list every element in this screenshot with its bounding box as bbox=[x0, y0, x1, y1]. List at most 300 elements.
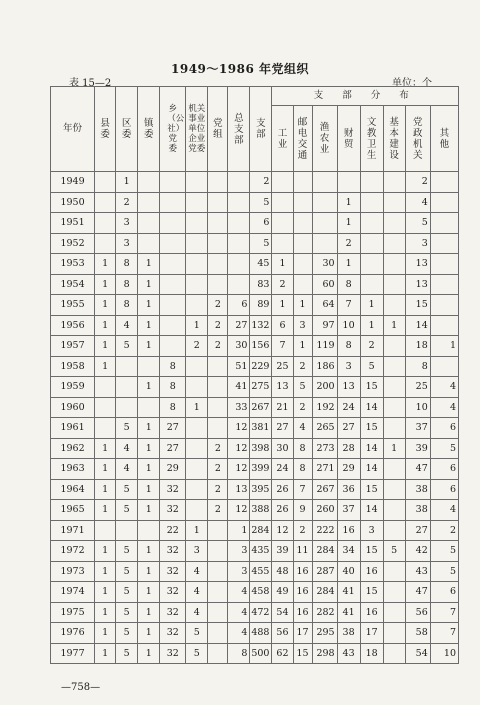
table-cell bbox=[312, 233, 337, 254]
table-cell: 5 bbox=[116, 418, 138, 439]
table-cell: 282 bbox=[312, 602, 337, 623]
table-cell: 455 bbox=[250, 561, 272, 582]
table-cell: 4 bbox=[430, 377, 458, 398]
table-cell bbox=[138, 520, 160, 541]
table-cell: 27 bbox=[405, 520, 430, 541]
year-cell: 1977 bbox=[51, 643, 95, 664]
table-cell bbox=[95, 377, 116, 398]
table-cell: 13 bbox=[228, 479, 250, 500]
table-cell: 1 bbox=[337, 192, 360, 213]
header-year: 年份 bbox=[51, 87, 95, 172]
table-cell: 15 bbox=[360, 377, 383, 398]
table-cell: 41 bbox=[228, 377, 250, 398]
table-cell bbox=[272, 172, 293, 193]
table-cell: 1 bbox=[138, 315, 160, 336]
table-cell: 2 bbox=[272, 274, 293, 295]
table-cell: 388 bbox=[250, 500, 272, 521]
table-cell: 7 bbox=[337, 295, 360, 316]
table-cell: 5 bbox=[293, 377, 312, 398]
table-cell: 119 bbox=[312, 336, 337, 357]
table-cell bbox=[208, 623, 228, 644]
table-cell: 6 bbox=[430, 459, 458, 480]
table-cell: 32 bbox=[160, 479, 186, 500]
table-cell: 58 bbox=[405, 623, 430, 644]
year-cell: 1959 bbox=[51, 377, 95, 398]
table-cell: 2 bbox=[293, 520, 312, 541]
table-cell: 395 bbox=[250, 479, 272, 500]
table-cell: 13 bbox=[405, 274, 430, 295]
table-cell: 1 bbox=[138, 418, 160, 439]
table-cell: 4 bbox=[186, 582, 208, 603]
year-cell: 1958 bbox=[51, 356, 95, 377]
table-cell: 4 bbox=[228, 623, 250, 644]
table-cell: 1 bbox=[95, 561, 116, 582]
table-cell: 40 bbox=[337, 561, 360, 582]
table-cell: 15 bbox=[360, 418, 383, 439]
table-cell: 2 bbox=[208, 336, 228, 357]
table-cell: 3 bbox=[116, 233, 138, 254]
table-cell: 7 bbox=[430, 602, 458, 623]
table-cell bbox=[312, 192, 337, 213]
table-cell bbox=[186, 192, 208, 213]
table-cell bbox=[430, 295, 458, 316]
table-cell: 12 bbox=[228, 418, 250, 439]
table-cell: 3 bbox=[360, 520, 383, 541]
table-cell: 4 bbox=[116, 315, 138, 336]
year-cell: 1975 bbox=[51, 602, 95, 623]
table-row bbox=[51, 254, 459, 275]
page-title: 1949～1986 年党组织 bbox=[171, 62, 309, 76]
table-cell: 265 bbox=[312, 418, 337, 439]
table-cell bbox=[383, 479, 405, 500]
table-cell: 27 bbox=[228, 315, 250, 336]
table-cell bbox=[116, 377, 138, 398]
table-cell: 1 bbox=[95, 602, 116, 623]
table-cell bbox=[186, 254, 208, 275]
table-cell: 30 bbox=[272, 438, 293, 459]
header-industry: 工业 bbox=[272, 106, 293, 172]
table-cell bbox=[138, 233, 160, 254]
year-cell: 1952 bbox=[51, 233, 95, 254]
header-government: 党政机关 bbox=[405, 106, 430, 172]
year-cell: 1976 bbox=[51, 623, 95, 644]
table-cell bbox=[293, 192, 312, 213]
table-row bbox=[51, 213, 459, 234]
year-cell: 1971 bbox=[51, 520, 95, 541]
table-cell: 2 bbox=[250, 172, 272, 193]
table-cell: 8 bbox=[405, 356, 430, 377]
table-cell bbox=[160, 172, 186, 193]
table-cell bbox=[228, 233, 250, 254]
table-cell: 24 bbox=[337, 397, 360, 418]
table-cell bbox=[228, 274, 250, 295]
table-cell bbox=[160, 233, 186, 254]
table-cell: 273 bbox=[312, 438, 337, 459]
table-cell bbox=[160, 254, 186, 275]
table-row bbox=[51, 623, 459, 644]
header-branch: 支部 bbox=[250, 87, 272, 172]
table-cell: 1 bbox=[337, 213, 360, 234]
table-cell bbox=[430, 172, 458, 193]
table-cell: 2 bbox=[208, 479, 228, 500]
year-cell: 1973 bbox=[51, 561, 95, 582]
table-cell: 5 bbox=[116, 582, 138, 603]
table-cell: 381 bbox=[250, 418, 272, 439]
table-cell: 5 bbox=[430, 541, 458, 562]
table-cell: 399 bbox=[250, 459, 272, 480]
table-cell bbox=[186, 233, 208, 254]
table-cell: 41 bbox=[337, 602, 360, 623]
table-cell bbox=[383, 377, 405, 398]
table-row bbox=[51, 602, 459, 623]
table-cell bbox=[160, 315, 186, 336]
table-cell bbox=[383, 418, 405, 439]
table-cell: 10 bbox=[405, 397, 430, 418]
table-cell bbox=[383, 623, 405, 644]
table-cell: 13 bbox=[337, 377, 360, 398]
table-cell bbox=[138, 356, 160, 377]
table-cell: 27 bbox=[337, 418, 360, 439]
table-cell: 41 bbox=[337, 582, 360, 603]
table-row bbox=[51, 479, 459, 500]
table-cell: 64 bbox=[312, 295, 337, 316]
table-cell: 27 bbox=[160, 418, 186, 439]
table-cell: 2 bbox=[208, 315, 228, 336]
table-cell: 275 bbox=[250, 377, 272, 398]
table-cell: 4 bbox=[228, 582, 250, 603]
table-cell: 89 bbox=[250, 295, 272, 316]
year-cell: 1954 bbox=[51, 274, 95, 295]
table-cell bbox=[383, 459, 405, 480]
table-cell: 1 bbox=[138, 500, 160, 521]
table-cell bbox=[186, 479, 208, 500]
table-cell: 5 bbox=[116, 561, 138, 582]
table-cell: 2 bbox=[293, 356, 312, 377]
year-cell: 1956 bbox=[51, 315, 95, 336]
table-cell: 14 bbox=[360, 459, 383, 480]
table-cell: 45 bbox=[250, 254, 272, 275]
table-row bbox=[51, 295, 459, 316]
table-cell: 27 bbox=[272, 418, 293, 439]
table-cell: 1 bbox=[138, 541, 160, 562]
table-cell: 1 bbox=[138, 336, 160, 357]
table-cell: 8 bbox=[116, 274, 138, 295]
table-cell bbox=[337, 172, 360, 193]
table-cell: 1 bbox=[95, 254, 116, 275]
table-cell bbox=[116, 356, 138, 377]
table-cell bbox=[208, 274, 228, 295]
table-cell: 10 bbox=[430, 643, 458, 664]
table-cell: 1 bbox=[293, 295, 312, 316]
table-cell: 3 bbox=[337, 356, 360, 377]
table-cell bbox=[228, 213, 250, 234]
table-cell: 1 bbox=[138, 459, 160, 480]
table-cell: 6 bbox=[430, 582, 458, 603]
table-cell: 1 bbox=[138, 582, 160, 603]
table-cell: 8 bbox=[160, 377, 186, 398]
table-cell: 472 bbox=[250, 602, 272, 623]
table-cell bbox=[186, 500, 208, 521]
table-cell: 3 bbox=[116, 213, 138, 234]
table-cell: 1 bbox=[138, 561, 160, 582]
table-cell: 34 bbox=[337, 541, 360, 562]
table-cell bbox=[360, 172, 383, 193]
table-cell bbox=[160, 192, 186, 213]
table-cell: 1 bbox=[138, 623, 160, 644]
table-cell bbox=[160, 295, 186, 316]
table-cell: 7 bbox=[430, 623, 458, 644]
year-cell: 1960 bbox=[51, 397, 95, 418]
table-cell bbox=[228, 254, 250, 275]
table-row bbox=[51, 192, 459, 213]
table-cell: 8 bbox=[160, 356, 186, 377]
table-cell: 2 bbox=[208, 438, 228, 459]
table-cell: 3 bbox=[405, 233, 430, 254]
table-cell: 1 bbox=[186, 315, 208, 336]
table-cell: 12 bbox=[228, 500, 250, 521]
table-cell: 1 bbox=[95, 315, 116, 336]
table-cell: 5 bbox=[116, 602, 138, 623]
table-cell bbox=[360, 254, 383, 275]
table-cell: 54 bbox=[405, 643, 430, 664]
table-cell: 83 bbox=[250, 274, 272, 295]
header-county: 县委 bbox=[95, 87, 116, 172]
table-cell bbox=[383, 254, 405, 275]
table-cell: 298 bbox=[312, 643, 337, 664]
table-cell: 500 bbox=[250, 643, 272, 664]
table-cell: 3 bbox=[228, 541, 250, 562]
table-cell: 29 bbox=[160, 459, 186, 480]
table-cell bbox=[95, 397, 116, 418]
table-cell: 132 bbox=[250, 315, 272, 336]
table-cell: 1 bbox=[293, 336, 312, 357]
table-cell: 1 bbox=[272, 295, 293, 316]
table-cell: 16 bbox=[293, 582, 312, 603]
table-cell bbox=[383, 356, 405, 377]
table-cell: 54 bbox=[272, 602, 293, 623]
table-cell: 156 bbox=[250, 336, 272, 357]
table-cell: 1 bbox=[186, 397, 208, 418]
table-cell bbox=[95, 192, 116, 213]
table-cell: 21 bbox=[272, 397, 293, 418]
table-cell: 8 bbox=[293, 438, 312, 459]
table-cell bbox=[430, 356, 458, 377]
table-cell: 1 bbox=[360, 295, 383, 316]
table-cell bbox=[95, 172, 116, 193]
table-cell: 32 bbox=[160, 602, 186, 623]
table-cell: 15 bbox=[293, 643, 312, 664]
table-cell: 2 bbox=[405, 172, 430, 193]
table-cell bbox=[430, 274, 458, 295]
header-post: 邮电交通 bbox=[293, 106, 312, 172]
table-row bbox=[51, 336, 459, 357]
table-cell: 1 bbox=[138, 438, 160, 459]
table-cell: 8 bbox=[293, 459, 312, 480]
table-cell: 32 bbox=[160, 500, 186, 521]
table-cell: 1 bbox=[138, 295, 160, 316]
table-cell: 16 bbox=[360, 602, 383, 623]
table-cell: 1 bbox=[228, 520, 250, 541]
table-cell: 37 bbox=[405, 418, 430, 439]
table-cell: 295 bbox=[312, 623, 337, 644]
table-cell bbox=[293, 254, 312, 275]
table-cell: 39 bbox=[272, 541, 293, 562]
table-cell: 1 bbox=[95, 459, 116, 480]
table-cell: 3 bbox=[293, 315, 312, 336]
table-cell: 17 bbox=[360, 623, 383, 644]
table-cell bbox=[383, 643, 405, 664]
table-cell: 32 bbox=[160, 643, 186, 664]
table-row bbox=[51, 397, 459, 418]
table-cell bbox=[208, 418, 228, 439]
table-cell: 4 bbox=[293, 418, 312, 439]
table-cell: 287 bbox=[312, 561, 337, 582]
table-cell bbox=[208, 172, 228, 193]
year-cell: 1961 bbox=[51, 418, 95, 439]
table-cell bbox=[360, 274, 383, 295]
table-cell: 1 bbox=[95, 438, 116, 459]
year-cell: 1949 bbox=[51, 172, 95, 193]
table-cell: 2 bbox=[430, 520, 458, 541]
table-cell: 1 bbox=[430, 336, 458, 357]
table-cell: 200 bbox=[312, 377, 337, 398]
table-cell: 1 bbox=[272, 254, 293, 275]
table-cell bbox=[116, 520, 138, 541]
table-cell: 222 bbox=[312, 520, 337, 541]
table-cell: 4 bbox=[186, 561, 208, 582]
table-cell bbox=[186, 438, 208, 459]
table-cell: 488 bbox=[250, 623, 272, 644]
table-cell: 6 bbox=[228, 295, 250, 316]
year-cell: 1950 bbox=[51, 192, 95, 213]
table-cell: 2 bbox=[337, 233, 360, 254]
table-cell: 32 bbox=[160, 623, 186, 644]
table-row bbox=[51, 643, 459, 664]
table-cell: 267 bbox=[250, 397, 272, 418]
table-cell: 15 bbox=[360, 541, 383, 562]
table-cell bbox=[430, 213, 458, 234]
table-cell: 33 bbox=[228, 397, 250, 418]
table-cell: 56 bbox=[405, 602, 430, 623]
table-cell bbox=[383, 500, 405, 521]
table-row bbox=[51, 172, 459, 193]
table-cell bbox=[208, 602, 228, 623]
table-cell: 39 bbox=[405, 438, 430, 459]
header-construction: 基本建设 bbox=[383, 106, 405, 172]
table-cell: 62 bbox=[272, 643, 293, 664]
table-cell: 6 bbox=[430, 479, 458, 500]
table-cell: 284 bbox=[250, 520, 272, 541]
table-cell: 7 bbox=[293, 479, 312, 500]
table-cell: 3 bbox=[186, 541, 208, 562]
table-cell bbox=[208, 233, 228, 254]
header-commune: 乡（公社）党委 bbox=[160, 87, 186, 172]
unit-label: 单位：个 bbox=[392, 78, 432, 89]
table-cell bbox=[95, 233, 116, 254]
table-cell: 1 bbox=[116, 172, 138, 193]
table-cell: 4 bbox=[186, 602, 208, 623]
table-cell bbox=[272, 192, 293, 213]
header-culture: 文教卫生 bbox=[360, 106, 383, 172]
table-cell: 1 bbox=[95, 356, 116, 377]
table-cell: 1 bbox=[383, 315, 405, 336]
table-cell bbox=[208, 561, 228, 582]
table-cell: 10 bbox=[337, 315, 360, 336]
table-cell bbox=[138, 397, 160, 418]
table-cell: 16 bbox=[360, 561, 383, 582]
table-cell: 271 bbox=[312, 459, 337, 480]
table-cell: 1 bbox=[95, 479, 116, 500]
table-cell: 13 bbox=[272, 377, 293, 398]
table-cell bbox=[430, 233, 458, 254]
table-cell: 22 bbox=[160, 520, 186, 541]
table-cell: 186 bbox=[312, 356, 337, 377]
table-cell: 7 bbox=[272, 336, 293, 357]
table-cell bbox=[160, 274, 186, 295]
table-cell: 8 bbox=[337, 274, 360, 295]
table-cell: 4 bbox=[405, 192, 430, 213]
party-organization-table bbox=[50, 86, 459, 664]
table-cell: 16 bbox=[337, 520, 360, 541]
table-cell: 12 bbox=[228, 459, 250, 480]
table-cell: 1 bbox=[383, 438, 405, 459]
table-cell: 1 bbox=[95, 295, 116, 316]
table-cell: 4 bbox=[116, 438, 138, 459]
table-cell: 1 bbox=[138, 254, 160, 275]
header-branch-distribution: 支 部 分 布 bbox=[272, 87, 459, 106]
table-cell bbox=[138, 172, 160, 193]
table-cell: 26 bbox=[272, 500, 293, 521]
header-district: 区委 bbox=[116, 87, 138, 172]
table-cell: 18 bbox=[360, 643, 383, 664]
table-cell: 5 bbox=[186, 643, 208, 664]
table-cell bbox=[186, 172, 208, 193]
table-cell: 47 bbox=[405, 582, 430, 603]
table-cell: 1 bbox=[138, 602, 160, 623]
table-cell: 32 bbox=[160, 541, 186, 562]
year-cell: 1955 bbox=[51, 295, 95, 316]
table-cell bbox=[360, 192, 383, 213]
table-cell bbox=[383, 233, 405, 254]
table-cell: 5 bbox=[116, 541, 138, 562]
table-cell: 38 bbox=[337, 623, 360, 644]
header-finance: 财贸 bbox=[337, 106, 360, 172]
table-cell: 30 bbox=[228, 336, 250, 357]
table-cell bbox=[138, 192, 160, 213]
table-cell bbox=[160, 336, 186, 357]
table-cell bbox=[383, 582, 405, 603]
table-cell: 12 bbox=[228, 438, 250, 459]
table-cell: 3 bbox=[228, 561, 250, 582]
table-cell bbox=[293, 274, 312, 295]
table-cell: 29 bbox=[337, 459, 360, 480]
table-cell bbox=[160, 213, 186, 234]
table-cell: 1 bbox=[138, 274, 160, 295]
table-cell bbox=[383, 192, 405, 213]
table-cell bbox=[186, 356, 208, 377]
table-cell: 2 bbox=[360, 336, 383, 357]
header-other: 其他 bbox=[430, 106, 458, 172]
header-party-group: 党组 bbox=[208, 87, 228, 172]
table-cell: 16 bbox=[293, 602, 312, 623]
table-cell: 5 bbox=[250, 192, 272, 213]
table-cell: 1 bbox=[95, 500, 116, 521]
table-cell: 2 bbox=[208, 500, 228, 521]
table-cell: 1 bbox=[95, 643, 116, 664]
table-cell bbox=[293, 213, 312, 234]
table-cell bbox=[186, 295, 208, 316]
table-cell: 30 bbox=[312, 254, 337, 275]
